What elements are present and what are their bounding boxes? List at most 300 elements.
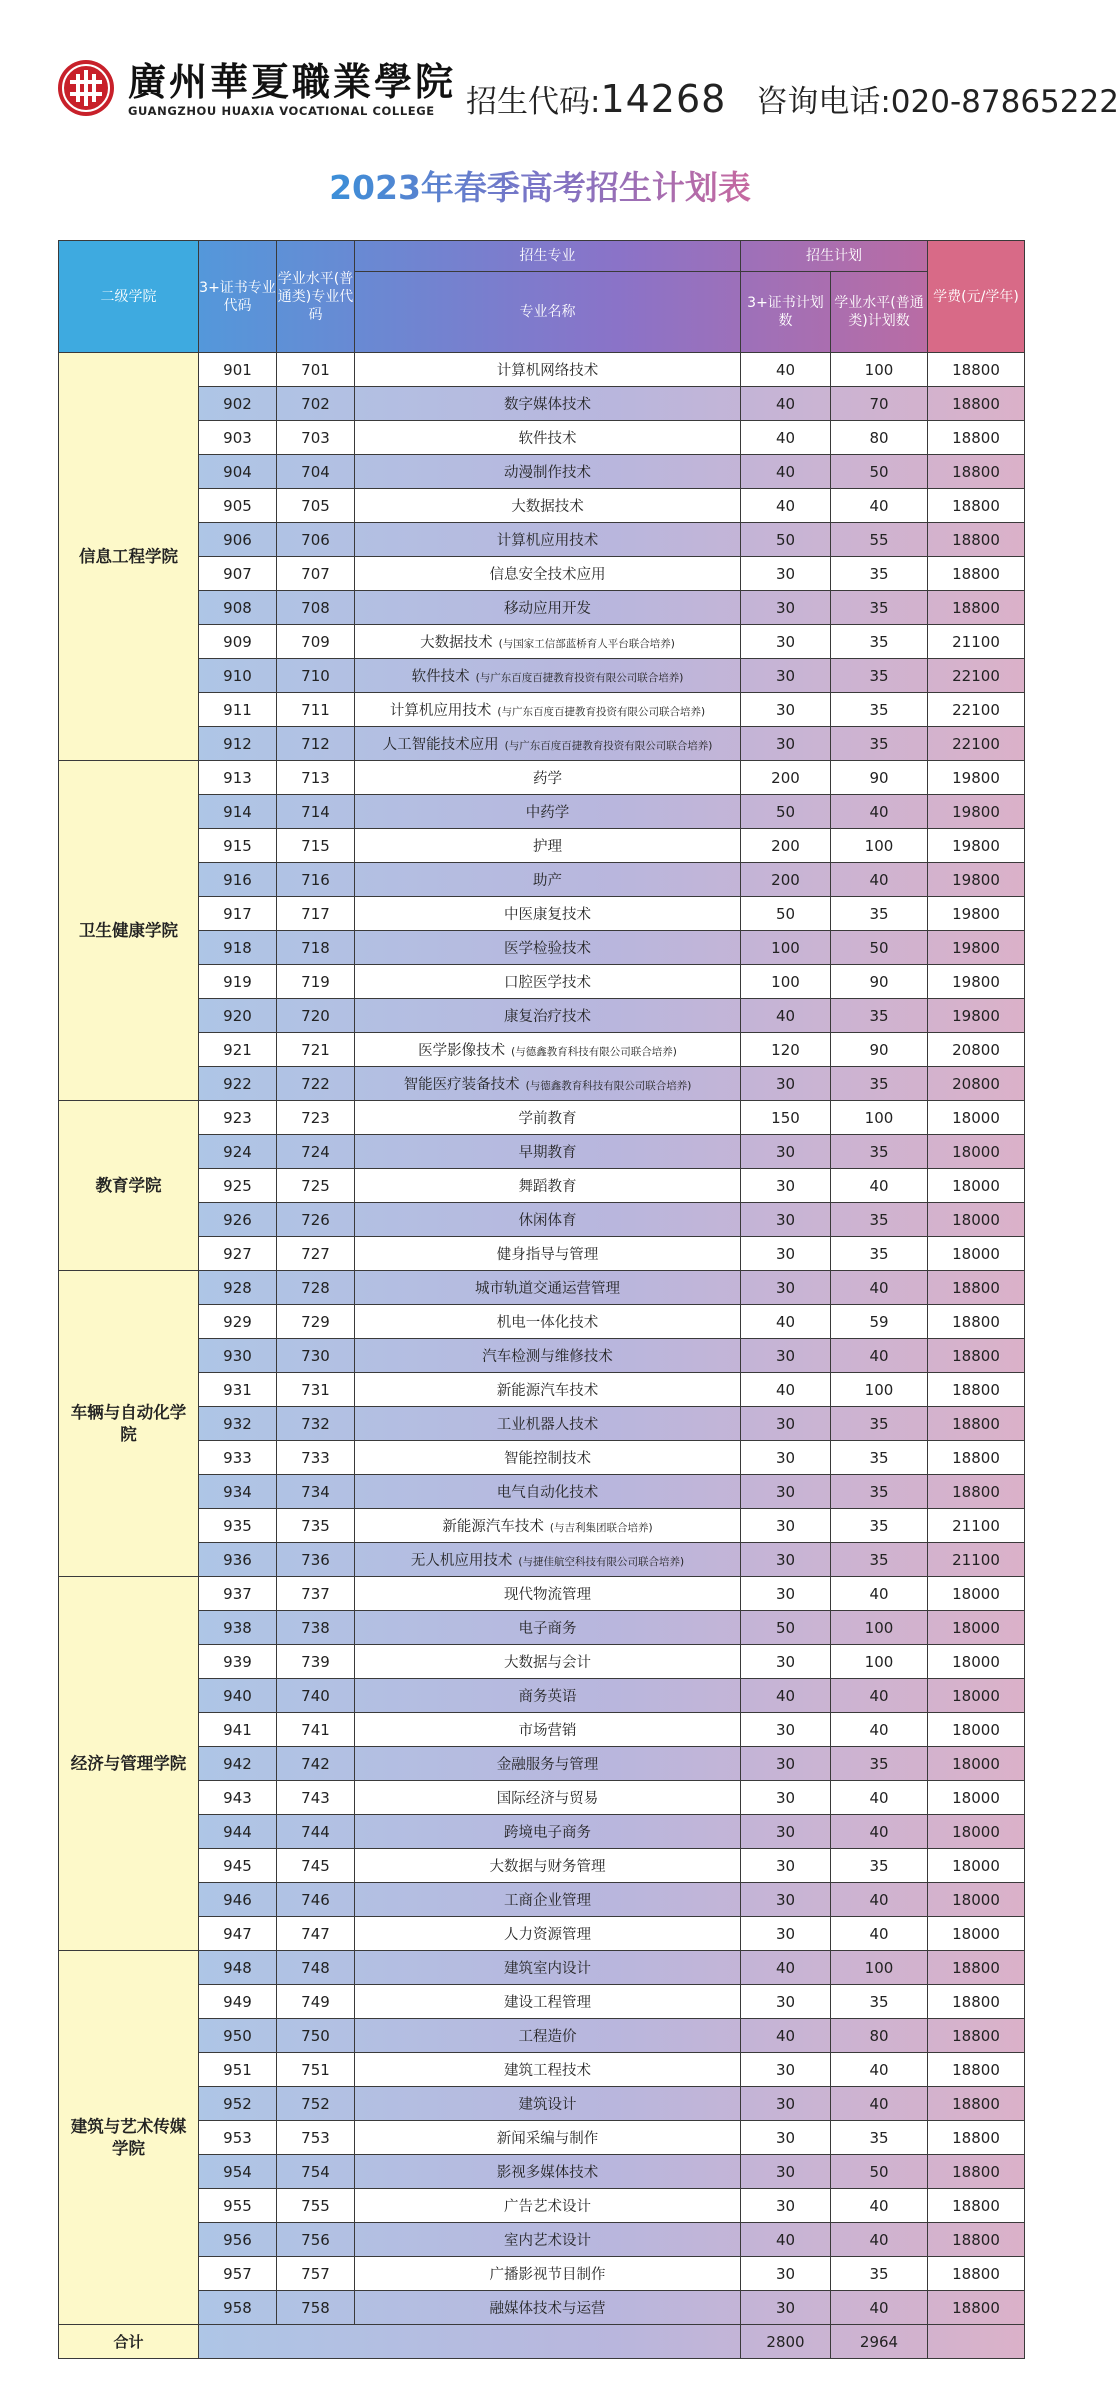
table-row <box>59 489 1025 523</box>
academic-plan-cell: 40 <box>831 863 928 897</box>
table-row <box>59 1407 1025 1441</box>
fee-cell: 18000 <box>928 1645 1025 1679</box>
fee-cell: 18800 <box>928 455 1025 489</box>
major-name: 新能源汽车技术 <box>496 1383 599 1399</box>
academic-code-cell: 747 <box>277 1917 355 1951</box>
cert-plan-cell: 50 <box>741 897 831 931</box>
table-row <box>59 2087 1025 2121</box>
cert-plan-cell: 50 <box>741 523 831 557</box>
academic-code-cell: 734 <box>277 1475 355 1509</box>
table-row <box>59 1509 1025 1543</box>
major-name-cell <box>355 897 741 931</box>
table-row <box>59 1169 1025 1203</box>
academic-code-cell: 713 <box>277 761 355 795</box>
major-name: 广播影视节目制作 <box>489 2267 606 2283</box>
fee-cell: 18800 <box>928 523 1025 557</box>
major-name-cell <box>355 1135 741 1169</box>
table-row <box>59 1577 1025 1611</box>
academic-plan-cell: 35 <box>831 1407 928 1441</box>
table-row <box>59 2155 1025 2189</box>
major-name-cell <box>355 1713 741 1747</box>
academic-code-cell: 728 <box>277 1271 355 1305</box>
fee-cell: 20800 <box>928 1033 1025 1067</box>
major-name: 新闻采编与制作 <box>496 2131 599 2147</box>
major-name: 软件技术 <box>518 431 577 447</box>
fee-cell: 18000 <box>928 1849 1025 1883</box>
academic-plan-cell: 35 <box>831 1985 928 2019</box>
header-major-name: 专业名称 <box>355 272 741 353</box>
major-name-cell <box>355 829 741 863</box>
fee-cell: 19800 <box>928 761 1025 795</box>
academic-code-cell: 716 <box>277 863 355 897</box>
academic-code-cell: 729 <box>277 1305 355 1339</box>
academic-plan-cell: 90 <box>831 761 928 795</box>
cert-plan-cell: 30 <box>741 1645 831 1679</box>
major-name-cell <box>355 2291 741 2325</box>
academic-code-cell: 715 <box>277 829 355 863</box>
major-name-cell <box>355 591 741 625</box>
table-row <box>59 1951 1025 1985</box>
fee-cell: 18000 <box>928 1713 1025 1747</box>
cert-plan-cell: 30 <box>741 1339 831 1373</box>
major-name-cell <box>355 1237 741 1271</box>
academic-code-cell: 744 <box>277 1815 355 1849</box>
fee-cell: 22100 <box>928 693 1025 727</box>
header-cert-plan: 3+证书计划数 <box>741 272 831 353</box>
page-header <box>0 0 1119 150</box>
cert-code-cell: 949 <box>199 1985 277 2019</box>
academic-plan-cell: 100 <box>831 1373 928 1407</box>
college-seal-logo-icon <box>56 58 116 118</box>
table-row <box>59 1305 1025 1339</box>
cert-code-cell: 954 <box>199 2155 277 2189</box>
cert-plan-cell: 30 <box>741 659 831 693</box>
cert-code-cell: 917 <box>199 897 277 931</box>
fee-cell: 22100 <box>928 727 1025 761</box>
academic-code-cell: 725 <box>277 1169 355 1203</box>
major-name: 计算机网络技术 <box>496 363 599 379</box>
academic-plan-cell: 40 <box>831 1339 928 1373</box>
academic-code-cell: 721 <box>277 1033 355 1067</box>
header-academic-code: 学业水平(普通类)专业代码 <box>277 241 355 353</box>
academic-code-cell: 731 <box>277 1373 355 1407</box>
academic-code-cell: 703 <box>277 421 355 455</box>
academic-plan-cell: 80 <box>831 421 928 455</box>
major-name: 建设工程管理 <box>504 1995 591 2011</box>
table-row <box>59 1781 1025 1815</box>
cert-plan-cell: 40 <box>741 2019 831 2053</box>
cert-code-cell: 915 <box>199 829 277 863</box>
academic-plan-cell: 40 <box>831 1679 928 1713</box>
cert-plan-cell: 30 <box>741 1135 831 1169</box>
cert-code-cell: 951 <box>199 2053 277 2087</box>
academic-code-cell: 749 <box>277 1985 355 2019</box>
academic-code-cell: 714 <box>277 795 355 829</box>
major-name: 工商企业管理 <box>504 1893 591 1909</box>
cert-plan-cell: 30 <box>741 1849 831 1883</box>
major-name: 国际经济与贸易 <box>496 1791 599 1807</box>
table-row <box>59 2189 1025 2223</box>
cert-plan-cell: 30 <box>741 2257 831 2291</box>
college-cell: 车辆与自动化学院 <box>59 1271 199 1577</box>
table-row <box>59 557 1025 591</box>
college-cell: 信息工程学院 <box>59 353 199 761</box>
cert-code-cell: 913 <box>199 761 277 795</box>
academic-code-cell: 727 <box>277 1237 355 1271</box>
cert-code-cell: 924 <box>199 1135 277 1169</box>
major-name-cell <box>355 455 741 489</box>
cert-plan-cell: 30 <box>741 1713 831 1747</box>
academic-code-cell: 745 <box>277 1849 355 1883</box>
cert-plan-cell: 100 <box>741 965 831 999</box>
table-row <box>59 1985 1025 2019</box>
total-academic-plan: 2964 <box>831 2325 928 2359</box>
academic-code-cell: 741 <box>277 1713 355 1747</box>
academic-code-cell: 709 <box>277 625 355 659</box>
table-row <box>59 1271 1025 1305</box>
header-academic-plan: 学业水平(普通类)计划数 <box>831 272 928 353</box>
academic-code-cell: 736 <box>277 1543 355 1577</box>
table-row <box>59 1747 1025 1781</box>
table-row <box>59 1611 1025 1645</box>
fee-cell: 19800 <box>928 931 1025 965</box>
fee-cell: 18000 <box>928 1917 1025 1951</box>
academic-plan-cell: 100 <box>831 829 928 863</box>
major-name-cell <box>355 1645 741 1679</box>
academic-plan-cell: 90 <box>831 1033 928 1067</box>
major-name: 跨境电子商务 <box>504 1825 591 1841</box>
academic-code-cell: 742 <box>277 1747 355 1781</box>
cert-plan-cell: 200 <box>741 863 831 897</box>
major-name-cell <box>355 1951 741 1985</box>
fee-cell: 18800 <box>928 1271 1025 1305</box>
academic-plan-cell: 35 <box>831 1543 928 1577</box>
cert-plan-cell: 30 <box>741 1883 831 1917</box>
academic-plan-cell: 35 <box>831 1237 928 1271</box>
contact-info <box>466 76 1119 121</box>
fee-cell: 21100 <box>928 625 1025 659</box>
table-row <box>59 1815 1025 1849</box>
academic-plan-cell: 40 <box>831 2087 928 2121</box>
cert-plan-cell: 30 <box>741 1815 831 1849</box>
major-name-cell <box>355 1543 741 1577</box>
major-name: 信息安全技术应用 <box>489 567 606 583</box>
major-name-cell <box>355 1271 741 1305</box>
major-name: 大数据与会计 <box>504 1655 591 1671</box>
major-name-cell <box>355 795 741 829</box>
cert-code-cell: 902 <box>199 387 277 421</box>
academic-plan-cell: 100 <box>831 1645 928 1679</box>
academic-plan-cell: 35 <box>831 727 928 761</box>
major-name-cell <box>355 1815 741 1849</box>
major-name-cell <box>355 625 741 659</box>
major-name: 建筑工程技术 <box>504 2063 591 2079</box>
academic-code-cell: 754 <box>277 2155 355 2189</box>
academic-plan-cell: 100 <box>831 1101 928 1135</box>
cert-plan-cell: 30 <box>741 1543 831 1577</box>
academic-code-cell: 737 <box>277 1577 355 1611</box>
fee-cell: 18800 <box>928 387 1025 421</box>
academic-code-cell: 710 <box>277 659 355 693</box>
academic-plan-cell: 40 <box>831 1781 928 1815</box>
major-name-cell <box>355 387 741 421</box>
academic-plan-cell: 80 <box>831 2019 928 2053</box>
major-name-cell <box>355 965 741 999</box>
academic-code-cell: 706 <box>277 523 355 557</box>
major-name: 大数据与财务管理 <box>489 1859 606 1875</box>
major-name-cell <box>355 1033 741 1067</box>
fee-cell: 18000 <box>928 1781 1025 1815</box>
cert-plan-cell: 40 <box>741 387 831 421</box>
academic-code-cell: 702 <box>277 387 355 421</box>
cert-code-cell: 950 <box>199 2019 277 2053</box>
academic-plan-cell: 35 <box>831 693 928 727</box>
cert-code-cell: 916 <box>199 863 277 897</box>
academic-plan-cell: 35 <box>831 557 928 591</box>
enrollment-plan-sheet <box>58 240 1025 2359</box>
table-row <box>59 2291 1025 2325</box>
table-row <box>59 1917 1025 1951</box>
academic-code-cell: 705 <box>277 489 355 523</box>
academic-code-cell: 719 <box>277 965 355 999</box>
major-partner-note: (与吉利集团联合培养) <box>549 1522 653 1534</box>
major-name-cell <box>355 1747 741 1781</box>
cert-code-cell: 925 <box>199 1169 277 1203</box>
major-name-cell <box>355 863 741 897</box>
major-name: 融媒体技术与运营 <box>489 2301 606 2317</box>
academic-code-cell: 758 <box>277 2291 355 2325</box>
major-name-cell <box>355 659 741 693</box>
cert-plan-cell: 200 <box>741 829 831 863</box>
major-name-cell <box>355 1203 741 1237</box>
table-row <box>59 659 1025 693</box>
table-row <box>59 1849 1025 1883</box>
table-row <box>59 387 1025 421</box>
cert-plan-cell: 30 <box>741 1271 831 1305</box>
fee-cell: 18800 <box>928 1441 1025 1475</box>
academic-code-cell: 753 <box>277 2121 355 2155</box>
academic-plan-cell: 40 <box>831 1271 928 1305</box>
cert-plan-cell: 30 <box>741 727 831 761</box>
major-name: 大数据技术 <box>511 499 584 515</box>
table-row <box>59 1883 1025 1917</box>
academic-code-cell: 743 <box>277 1781 355 1815</box>
cert-code-cell: 958 <box>199 2291 277 2325</box>
fee-cell: 18800 <box>928 557 1025 591</box>
major-name: 大数据技术 <box>420 635 493 651</box>
academic-plan-cell: 35 <box>831 625 928 659</box>
major-name-cell <box>355 1611 741 1645</box>
academic-code-cell: 739 <box>277 1645 355 1679</box>
major-name-cell <box>355 489 741 523</box>
major-name: 计算机应用技术 <box>389 703 492 719</box>
major-name-cell <box>355 727 741 761</box>
academic-plan-cell: 100 <box>831 1611 928 1645</box>
major-name: 广告艺术设计 <box>504 2199 591 2215</box>
cert-code-cell: 931 <box>199 1373 277 1407</box>
major-name: 口腔医学技术 <box>504 975 591 991</box>
fee-cell: 19800 <box>928 965 1025 999</box>
header-college: 二级学院 <box>59 241 199 353</box>
fee-cell: 18800 <box>928 591 1025 625</box>
table-row <box>59 1203 1025 1237</box>
cert-code-cell: 943 <box>199 1781 277 1815</box>
cert-code-cell: 903 <box>199 421 277 455</box>
academic-code-cell: 735 <box>277 1509 355 1543</box>
academic-plan-cell: 40 <box>831 1169 928 1203</box>
fee-cell: 18800 <box>928 1475 1025 1509</box>
cert-plan-cell: 30 <box>741 1577 831 1611</box>
header-cert-code: 3+证书专业代码 <box>199 241 277 353</box>
cert-code-cell: 906 <box>199 523 277 557</box>
cert-plan-cell: 40 <box>741 1951 831 1985</box>
academic-plan-cell: 40 <box>831 2291 928 2325</box>
fee-cell: 22100 <box>928 659 1025 693</box>
table-row <box>59 829 1025 863</box>
academic-plan-cell: 50 <box>831 455 928 489</box>
total-row <box>59 2325 1025 2359</box>
cert-plan-cell: 30 <box>741 2189 831 2223</box>
table-row <box>59 1373 1025 1407</box>
cert-plan-cell: 30 <box>741 1237 831 1271</box>
academic-code-cell: 708 <box>277 591 355 625</box>
major-name: 商务英语 <box>518 1689 577 1705</box>
major-name: 金融服务与管理 <box>496 1757 599 1773</box>
fee-cell: 18800 <box>928 1373 1025 1407</box>
academic-code-cell: 704 <box>277 455 355 489</box>
major-name-cell <box>355 2019 741 2053</box>
cert-plan-cell: 40 <box>741 489 831 523</box>
cert-code-cell: 911 <box>199 693 277 727</box>
academic-code-cell: 756 <box>277 2223 355 2257</box>
cert-code-cell: 928 <box>199 1271 277 1305</box>
admission-code-label: 招生代码: <box>466 84 601 120</box>
major-name: 工业机器人技术 <box>496 1417 599 1433</box>
major-name-cell <box>355 2257 741 2291</box>
cert-code-cell: 927 <box>199 1237 277 1271</box>
major-name-cell <box>355 1883 741 1917</box>
academic-code-cell: 740 <box>277 1679 355 1713</box>
major-name: 市场营销 <box>518 1723 577 1739</box>
major-name: 中医康复技术 <box>504 907 591 923</box>
academic-plan-cell: 40 <box>831 1917 928 1951</box>
academic-plan-cell: 59 <box>831 1305 928 1339</box>
major-name: 药学 <box>533 771 562 787</box>
table-row <box>59 1101 1025 1135</box>
cert-plan-cell: 30 <box>741 591 831 625</box>
cert-plan-cell: 40 <box>741 455 831 489</box>
major-name: 移动应用开发 <box>504 601 591 617</box>
table-row <box>59 523 1025 557</box>
major-name-cell <box>355 1067 741 1101</box>
table-row <box>59 795 1025 829</box>
cert-code-cell: 922 <box>199 1067 277 1101</box>
academic-plan-cell: 90 <box>831 965 928 999</box>
major-name: 数字媒体技术 <box>504 397 591 413</box>
academic-plan-cell: 40 <box>831 1577 928 1611</box>
fee-cell: 18000 <box>928 1577 1025 1611</box>
major-name: 智能医疗装备技术 <box>403 1077 520 1093</box>
total-label: 合计 <box>59 2325 199 2359</box>
major-name-cell <box>355 1407 741 1441</box>
academic-code-cell: 717 <box>277 897 355 931</box>
fee-cell: 21100 <box>928 1543 1025 1577</box>
major-name-cell <box>355 1475 741 1509</box>
cert-plan-cell: 40 <box>741 353 831 387</box>
cert-code-cell: 935 <box>199 1509 277 1543</box>
table-row <box>59 1033 1025 1067</box>
fee-cell: 18000 <box>928 1135 1025 1169</box>
cert-code-cell: 944 <box>199 1815 277 1849</box>
major-name-cell <box>355 1577 741 1611</box>
cert-code-cell: 933 <box>199 1441 277 1475</box>
table-row <box>59 1645 1025 1679</box>
fee-cell: 18000 <box>928 1611 1025 1645</box>
academic-plan-cell: 35 <box>831 1747 928 1781</box>
academic-code-cell: 750 <box>277 2019 355 2053</box>
academic-code-cell: 746 <box>277 1883 355 1917</box>
cert-code-cell: 907 <box>199 557 277 591</box>
cert-code-cell: 941 <box>199 1713 277 1747</box>
table-row <box>59 1713 1025 1747</box>
cert-plan-cell: 120 <box>741 1033 831 1067</box>
fee-cell: 18800 <box>928 2087 1025 2121</box>
major-name-cell <box>355 1305 741 1339</box>
table-row <box>59 863 1025 897</box>
table-row <box>59 1237 1025 1271</box>
academic-code-cell: 751 <box>277 2053 355 2087</box>
major-name-cell <box>355 523 741 557</box>
academic-plan-cell: 100 <box>831 353 928 387</box>
major-name-cell <box>355 2223 741 2257</box>
enrollment-plan-table <box>58 240 1025 2359</box>
academic-code-cell: 732 <box>277 1407 355 1441</box>
academic-plan-cell: 35 <box>831 1849 928 1883</box>
fee-cell: 18000 <box>928 1883 1025 1917</box>
major-name-cell <box>355 1781 741 1815</box>
major-name: 智能控制技术 <box>504 1451 591 1467</box>
academic-plan-cell: 35 <box>831 1441 928 1475</box>
academic-code-cell: 723 <box>277 1101 355 1135</box>
major-name-cell <box>355 693 741 727</box>
cert-code-cell: 936 <box>199 1543 277 1577</box>
cert-code-cell: 956 <box>199 2223 277 2257</box>
fee-cell: 18000 <box>928 1747 1025 1781</box>
academic-plan-cell: 100 <box>831 1951 928 1985</box>
cert-code-cell: 932 <box>199 1407 277 1441</box>
cert-plan-cell: 30 <box>741 1067 831 1101</box>
academic-plan-cell: 40 <box>831 1713 928 1747</box>
cert-code-cell: 952 <box>199 2087 277 2121</box>
academic-plan-cell: 40 <box>831 795 928 829</box>
academic-code-cell: 712 <box>277 727 355 761</box>
major-name-cell <box>355 2121 741 2155</box>
major-name: 动漫制作技术 <box>504 465 591 481</box>
table-row <box>59 965 1025 999</box>
academic-plan-cell: 35 <box>831 1067 928 1101</box>
fee-cell: 18800 <box>928 2019 1025 2053</box>
fee-cell: 19800 <box>928 863 1025 897</box>
major-name: 助产 <box>533 873 562 889</box>
academic-code-cell: 730 <box>277 1339 355 1373</box>
fee-cell: 18800 <box>928 2155 1025 2189</box>
total-fee-empty <box>928 2325 1025 2359</box>
major-name-cell <box>355 1373 741 1407</box>
major-name-cell <box>355 1509 741 1543</box>
cert-code-cell: 930 <box>199 1339 277 1373</box>
cert-plan-cell: 50 <box>741 1611 831 1645</box>
academic-plan-cell: 40 <box>831 1883 928 1917</box>
